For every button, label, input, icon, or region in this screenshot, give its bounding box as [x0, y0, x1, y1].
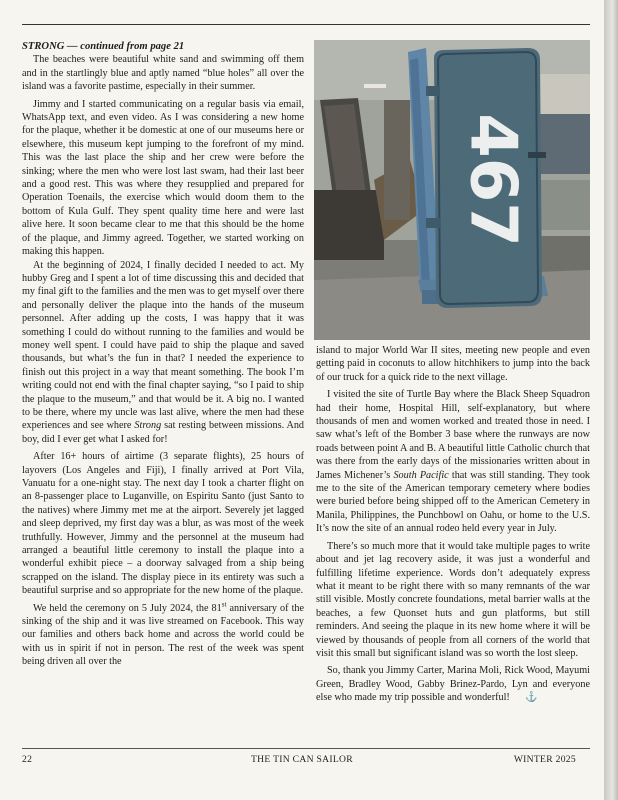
paragraph-5-text-a: We held the ceremony on 5 July 2024, the 81 — [33, 602, 222, 614]
bottom-rule — [22, 748, 590, 749]
top-rule — [22, 24, 590, 25]
door-number: 467 — [455, 113, 530, 247]
paragraph-5-text-b: anniversary of the sinking of the ship and it was live streamed on Facebook. This way our families and others back home and across the world could be with us in spirit if not in person. The rest of the week was spent being driven all over the — [22, 602, 305, 668]
paragraph-2: Jimmy and I started communicating on a regular basis via email, WhatsApp text, and even video. As I was considering a new home for the plaque, whether it be domestic at one of our museums here or elsewhere, this museum kept jumping to the forefront of my mind. This was the last place the ship and her crew were before the sinking; where the men who were lost last swam, had their last beer and a good rest. This was where they resupplied and prepared for Operation Toenails, the exercise which would doom them to the bottom of Kula Gulf. They spent quality time here and were last alive here. It soon became clear to me that this should be the home of the plaque, and Jimmy agreed. Together, we started working on making this happen. — [22, 98, 304, 258]
paragraph-1: The beaches were beautiful white sand and swimming off them and in the startlingly blue and aptly named “blue holes” all over the island was a favorite pastime, especially in their summer. — [22, 54, 304, 93]
page-edge — [604, 0, 618, 800]
museum-door-photo — [314, 40, 590, 340]
paragraph-7-text-b: that was still standing. They took me to the site of the American temporary cemetery where bodies were buried before being shipped off to the American Cemetery in Manila, Philippines, the Punchbowl on Oahu, or home to the U.S. It’s now the site of an annual rodeo held every year in July. — [316, 469, 591, 535]
photo-illustration — [314, 40, 590, 340]
issue-date: WINTER 2025 — [513, 754, 576, 765]
left-column — [22, 40, 304, 669]
magazine-title: THE TIN CAN SAILOR — [251, 754, 353, 765]
runin-title: STRONG — [22, 41, 65, 52]
paragraph-7 — [316, 388, 590, 535]
ship-name-italic: Strong — [134, 420, 162, 432]
end-of-article-icon: ⚓ — [525, 692, 538, 704]
paragraph-5 — [22, 602, 304, 669]
paragraph-3-text-a: At the beginning of 2024, I finally decided I needed to act. My hubby Greg and I spent a lot of time discussing this and decided that my final gift to the families and the men was to get myself over there and personally deliver the plaque into the hands of the museum personnel. After adding up the costs, I was happy that it was something I could do without running to the families and would be money well spent. I could have paid to ship the plaque and saved thousands, but what’s the fun in that? I needed the experience to finish out this project in a way that meant something. The book I’m writing could not end with the final chapter saying, “so I paid to ship the plaque to the museum,” and that would be it. A big no. I wanted to be there, where my uncle was last alive, where the men had these experiences and see where — [22, 259, 304, 432]
paragraph-9 — [316, 664, 590, 704]
paragraph-8: There’s so much more that it would take multiple pages to write about and jet lag recovery aside, it was just a wonderful and fulfilling lifetime experience. Words don’t adequately express what it meant to be right there with so many remnants of the war still visible. Mostly concrete foundations, metal barrier walls at the beaches, a few Quonset huts and gun platforms, but still reminders. And seeing the plaque in its new home where it will be viewed by thousands of people from all corners of the world that visit this small but significant island was so worth the lost sleep. — [316, 540, 590, 659]
paragraph-3 — [22, 259, 304, 447]
paragraph-3-text-b: sat resting between missions. And boy, did I ever get what I asked for! — [22, 420, 305, 445]
book-title-italic: South Pacific — [393, 469, 449, 481]
paragraph-4: After 16+ hours of airtime (3 separate flights), 25 hours of layovers (Los Angeles and Fiji), I finally arrived at Port Vila, Vanuatu for a one-night stay. The next day I took a charter flight on an 8-passenger place to Luganville, on Espiritu Santo (just Santo to the natives) where Jimmy met me at the airport. Severely jet lagged and sleep deprived, my first day was a blur, as was most of the week truthfully. However, Jimmy and the personnel at the museum had arranged a beautiful little ceremony to install the plaque into a wonderful exhibit piece – a doorway salvaged from a ship being scrapped on the island. The display piece in its entirety was such a beautiful surprise and so appropriate for the new home of the plaque. — [22, 451, 304, 597]
continuation-header: STRONG — continued from page 21 — [22, 41, 185, 52]
paragraph-7-text-a: I visited the site of Turtle Bay where the Black Sheep Squadron had their home, Hospital Hill, self-explanatory, but where thousands of men and women worked and treated those in need. I saw what’s left of the Bomber 3 base where the runways are now roads between point A and B. A beautiful little Catholic church that was there from the early days of the missionaries written about in James Michener’s — [316, 389, 590, 481]
paragraph-6: island to major World War II sites, meeting new people and even getting paid in coconuts to allow hitchhikers to jump into the back of our truck for a quick ride to the next village. — [316, 345, 590, 383]
continued-from: continued from page 21 — [80, 41, 185, 52]
page-number: 22 — [22, 754, 33, 765]
paragraph-9-text: So, thank you Jimmy Carter, Marina Moli, Rick Wood, Mayumi Green, Bradley Wood, Gabby Brinez-Pardo, Lyn and everyone else who made my trip possible and wonderful! — [316, 665, 590, 704]
ordinal-suffix: st — [221, 600, 227, 609]
right-column — [316, 344, 590, 705]
